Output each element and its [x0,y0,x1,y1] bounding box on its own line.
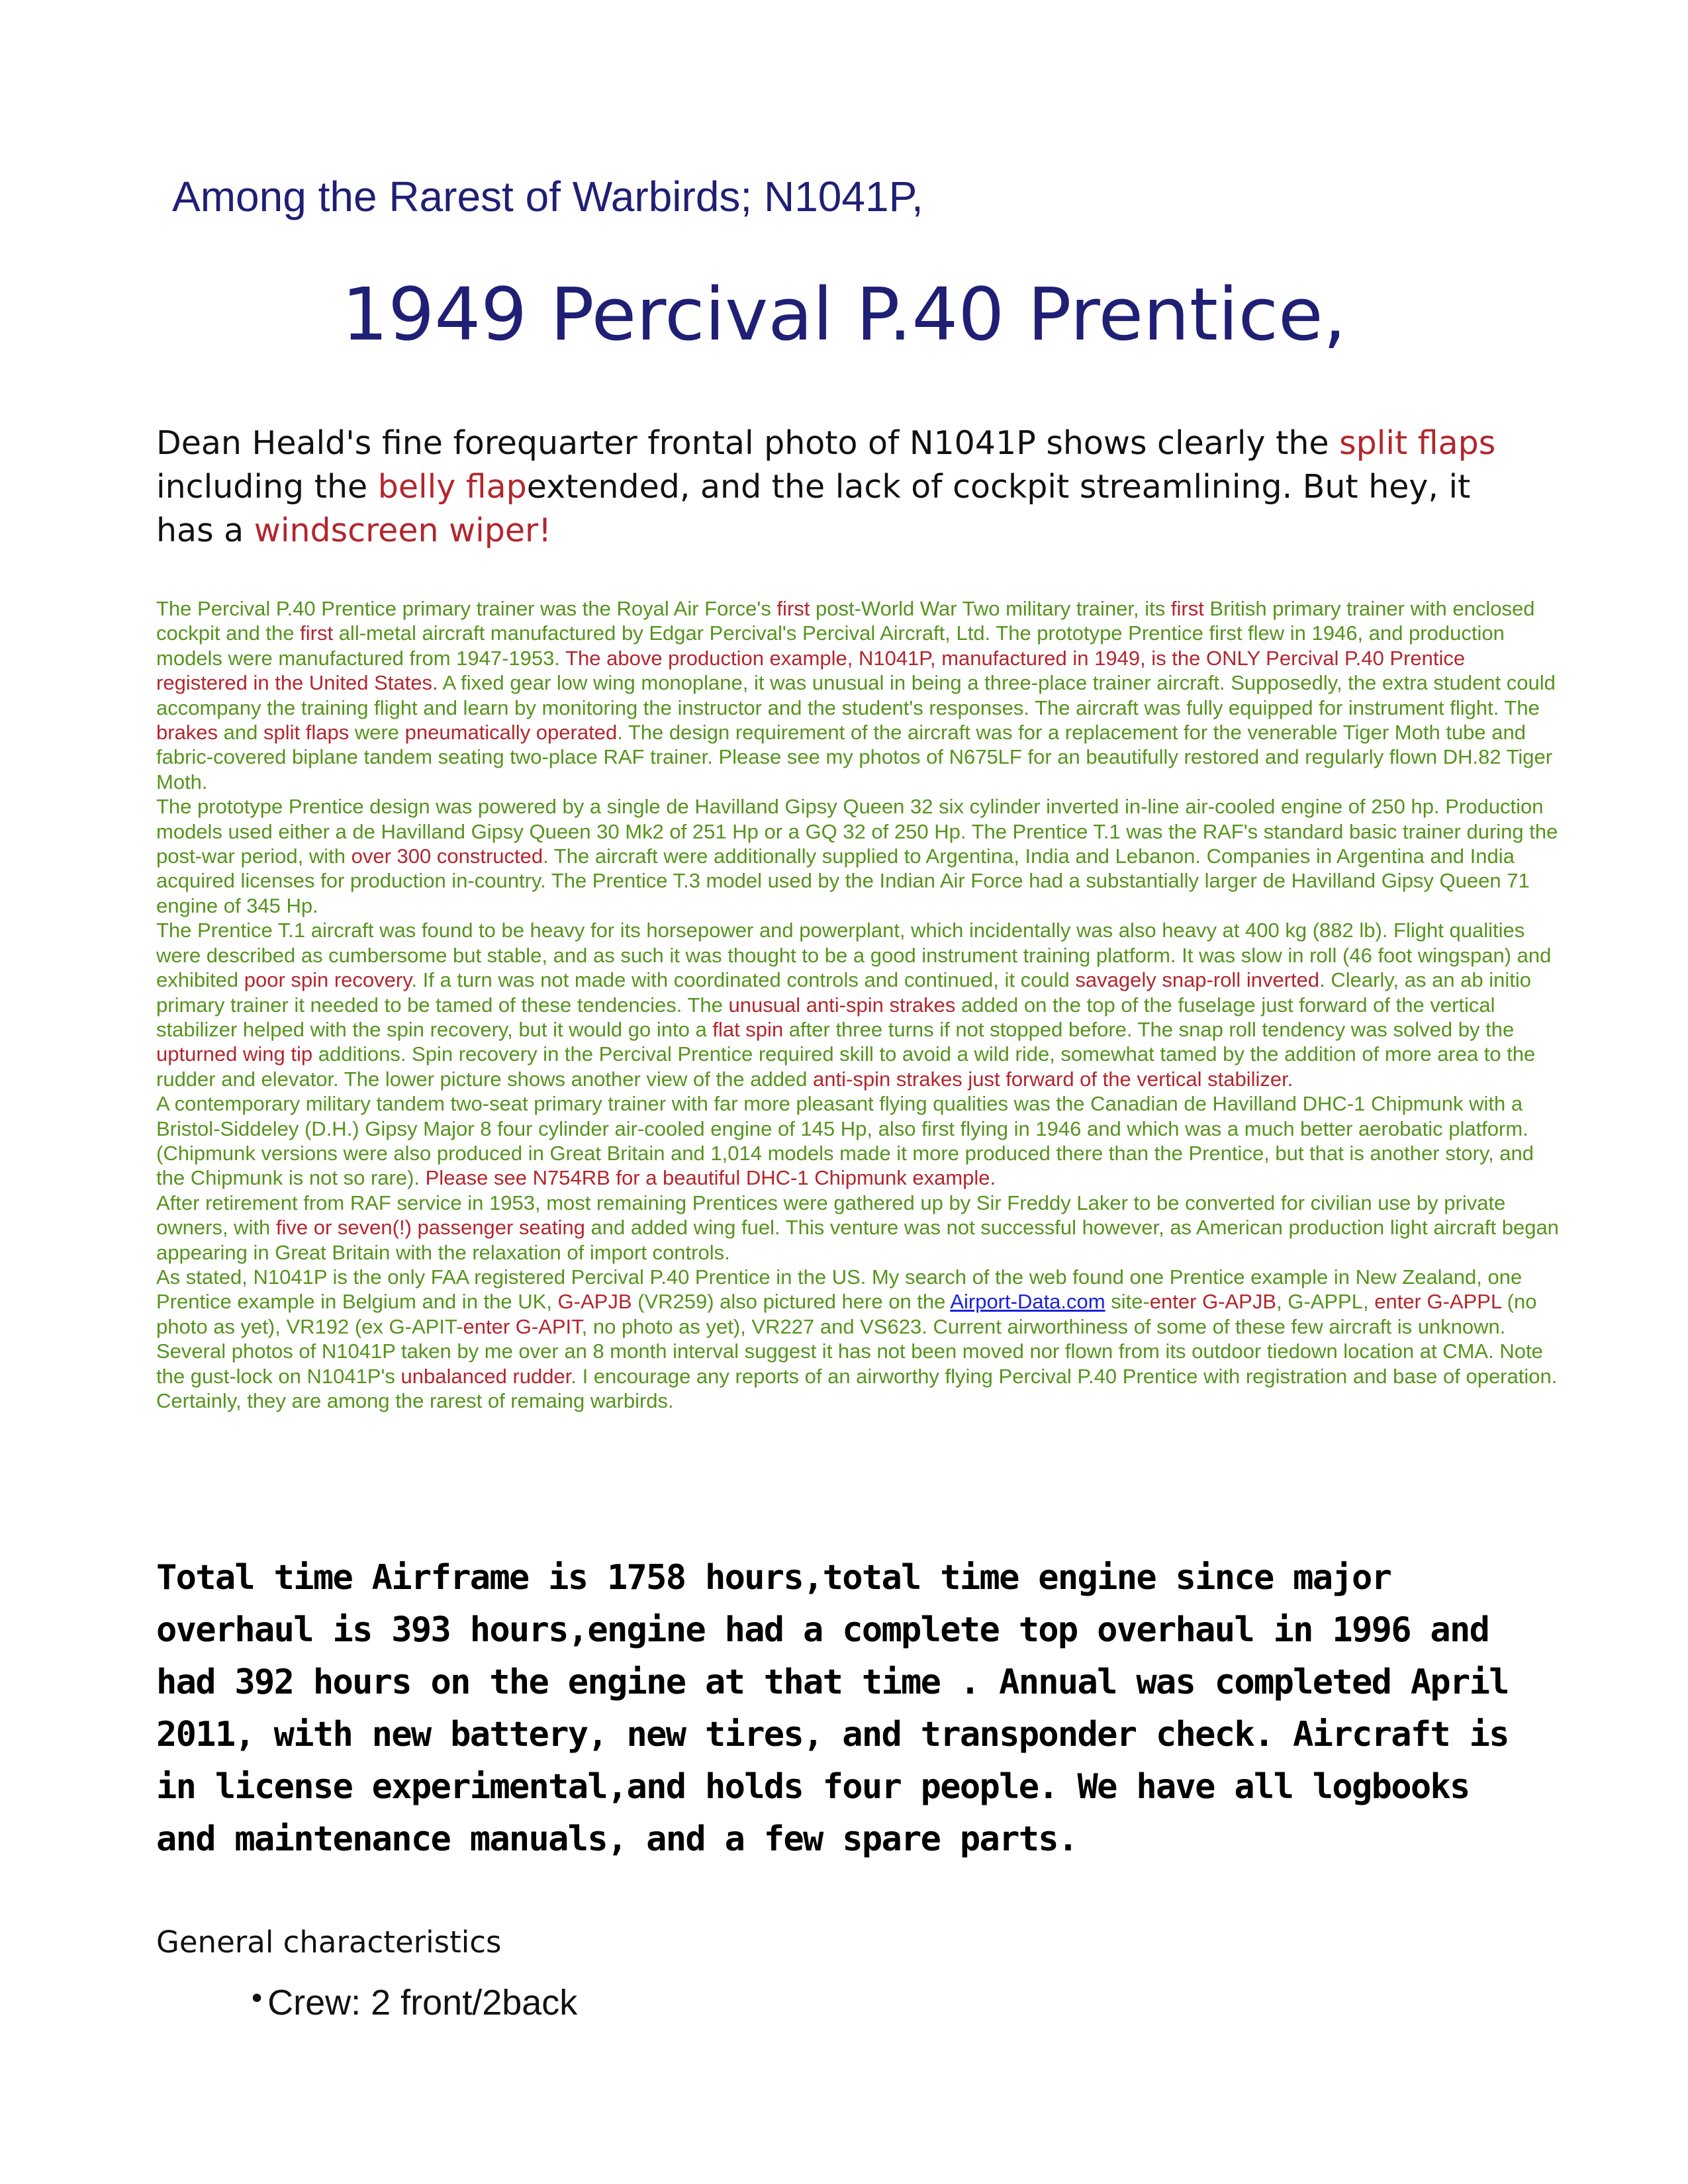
body-text: British primary trainer with enclosed cockpit and the [156,597,1535,645]
highlight-text: enter G-APPL [1374,1290,1502,1314]
highlight-text: anti-spin strakes just forward of the vertical stabilizer. [813,1067,1293,1091]
paragraph-registrations [156,1265,1560,1339]
highlight-text: G-APJB [557,1290,632,1314]
highlight-text: The above production example, N1041P, manufactured in 1949, is the ONLY Percival P.40 Prentice registered in the United States. [156,646,1466,695]
aircraft-specs: Total time Airframe is 1758 hours,total time engine since major overhaul is 393 hours,engine had a complete top overhaul in 1996 and had 392 hours on the engine at that time . Annual was completed April 2011, with new battery, new tires, and transponder check. Aircraft is in license experimental,and holds four people. We have all logbooks and maintenance manuals, and a few spare parts. [156,1558,1509,1859]
highlight-text: first [1170,597,1204,620]
highlight-text: unbalanced rudder [400,1364,571,1388]
body-text: all-metal aircraft manufactured by Edgar Percival's Percival Aircraft, Ltd. The prototype Prentice first flew in 1946, and production models were manufactured from 1947-1953. [156,621,1505,670]
list-item-label: Crew: 2 front/2back [267,1983,578,2023]
airport-data-link[interactable]: Airport-Data.com [950,1290,1105,1314]
body-text: As stated, N1041P is the only FAA registered Percival P.40 Prentice in the US. My search of the web found one Prentice example in New Zealand, one Prentice example in Belgium and in the UK, [156,1265,1523,1314]
body-text: . The design requirement of the aircraft was for a replacement for the venerable Tiger Moth tube and fabric-covered biplane tandem seating two-place RAF trainer. Please see my photos of N675LF for an beautifully restored and regularly flown DH.82 Tiger Moth. [156,721,1553,794]
paragraph-flight-qualities [156,918,1560,1091]
paragraph-retirement [156,1191,1560,1265]
caption-text: including the [156,468,378,506]
body-text: After retirement from RAF service in 1953, most remaining Prentices were gathered up by Sir Freddy Laker to be converted for civilian use by private owners, with [156,1191,1506,1240]
highlight-text: over 300 constructed [351,844,543,868]
body-text: Several photos of N1041P taken by me over an 8 month interval suggest it has not been moved nor flown from its outdoor tiedown location at CMA. Note the gust-lock on N1041P's [156,1340,1543,1388]
body-text: . If a turn was not made with coordinated controls and continued, it could [411,968,1076,992]
body-text: site- [1105,1290,1150,1314]
highlight-text: unusual anti-spin strakes [728,993,956,1017]
bullet-icon: • [252,1980,263,2015]
characteristics-list [252,1979,1443,2026]
highlight-text: pneumatically operated [404,721,618,745]
body-text: and added wing fuel. This venture was not successful however, as American production light aircraft began appearing in Great Britain with the relaxation of import controls. [156,1216,1559,1264]
caption-text: extended, and the lack of cockpit streamlining. But hey, it has a [156,468,1471,549]
article-body [156,596,1560,1413]
body-text: (no photo as yet), VR192 (ex G-APIT- [156,1290,1537,1338]
highlight-text: poor spin recovery [244,968,412,992]
body-text: post-World War Two military trainer, its [810,597,1171,620]
page-title: 1949 Percival P.40 Prentice, [342,272,1346,357]
highlight-text: enter G-APJB [1149,1290,1277,1314]
photo-caption [156,422,1533,553]
body-text: . Clearly, as an ab initio primary trainer it needed to be tamed of these tendencies. The [156,968,1532,1017]
body-text: added on the top of the fuselage just forward of the vertical stabilizer helped with the spin recovery, but it would go into a [156,993,1495,1041]
body-text: The prototype Prentice design was powered by a single de Havilland Gipsy Queen 32 six cylinder inverted in-line air-cooled engine of 250 hp. Production models used either a de Havilland Gipsy Queen 30 Mk2 of 251 Hp or a GQ 32 of 250 Hp. The Prentice T.1 was the RAF's standard basic trainer during the post-war period, with [156,795,1558,868]
body-text: . I encourage any reports of an airworthy flying Percival P.40 Prentice with registration and base of operation. Certainly, they are among the rarest of remaing warbirds. [156,1364,1558,1412]
caption-highlight: windscreen wiper! [254,512,551,549]
body-text: and [218,721,263,745]
paragraph-status [156,1339,1560,1413]
caption-highlight: split flaps [1339,424,1496,462]
body-text: (VR259) also pictured here on the [632,1290,951,1314]
general-characteristics-heading: General characteristics [156,1925,502,1960]
highlight-text: Please see N754RB for a beautiful DHC-1 Chipmunk example. [425,1166,996,1190]
highlight-text: five or seven(!) passenger seating [275,1216,585,1240]
subtitle: Among the Rarest of Warbirds; N1041P, [172,173,923,220]
highlight-text: split flaps [263,721,350,745]
highlight-text: savagely snap-roll inverted [1075,968,1320,992]
body-text: , no photo as yet), VR227 and VS623. Current airworthiness of some of these few aircraft is unknown. [581,1314,1506,1338]
body-text: after three turns if not stopped before. The snap roll tendency was solved by the [783,1017,1515,1041]
highlight-text: flat spin [712,1017,784,1041]
paragraph-history [156,596,1560,794]
paragraph-chipmunk [156,1091,1560,1191]
body-text: The Percival P.40 Prentice primary trainer was the Royal Air Force's [156,597,777,620]
paragraph-engine [156,794,1560,918]
body-text: . The aircraft were additionally supplied to Argentina, India and Lebanon. Companies in Argentina and India acquired licenses for production in-country. The Prentice T.3 model used by the Indian Air Force had a substantially larger de Havilland Gipsy Queen 71 engine of 345 Hp. [156,844,1530,917]
body-text: , G-APPL, [1276,1290,1375,1314]
body-text: The Prentice T.1 aircraft was found to be heavy for its horsepower and powerplant, which incidentally was also heavy at 400 kg (882 lb). Flight qualities were described as cumbersome but stable, and as such it was thought to be a good instrument training platform. It was slow in roll (46 foot wingspan) and exhibited [156,919,1552,992]
highlight-text: first [776,597,810,620]
highlight-text: upturned wing tip [156,1042,313,1066]
body-text: A fixed gear low wing monoplane, it was unusual in being a three-place trainer aircraft. Supposedly, the extra student could accompany the training flight and learn by monitoring the instructor and the student's responses. The aircraft was fully equipped for instrument flight. The [156,671,1556,719]
caption-text: Dean Heald's fine forequarter frontal photo of N1041P shows clearly the [156,424,1340,462]
body-text: A contemporary military tandem two-seat primary trainer with far more pleasant flying qualities was the Canadian de Havilland DHC-1 Chipmunk with a Bristol-Siddeley (D.H.) Gipsy Major 8 four cylinder air-cooled engine of 145 Hp, also first flying in 1946 and which was a much better aerobatic platform. (Chipmunk versions were also produced in Great Britain and 1,014 models made it more produced there than the Prentice, but that is another story, and the Chipmunk is not so rare). [156,1092,1534,1190]
caption-highlight: belly flap [377,468,527,506]
highlight-text: first [300,621,334,645]
highlight-text: enter G-APIT [463,1314,582,1338]
body-text: additions. Spin recovery in the Percival Prentice required skill to avoid a wild ride, somewhat tamed by the addition of more area to the rudder and elevator. The lower picture shows another view of the added [156,1042,1536,1091]
highlight-text: brakes [156,721,218,745]
body-text: were [349,721,405,745]
list-item [252,1979,1443,2026]
